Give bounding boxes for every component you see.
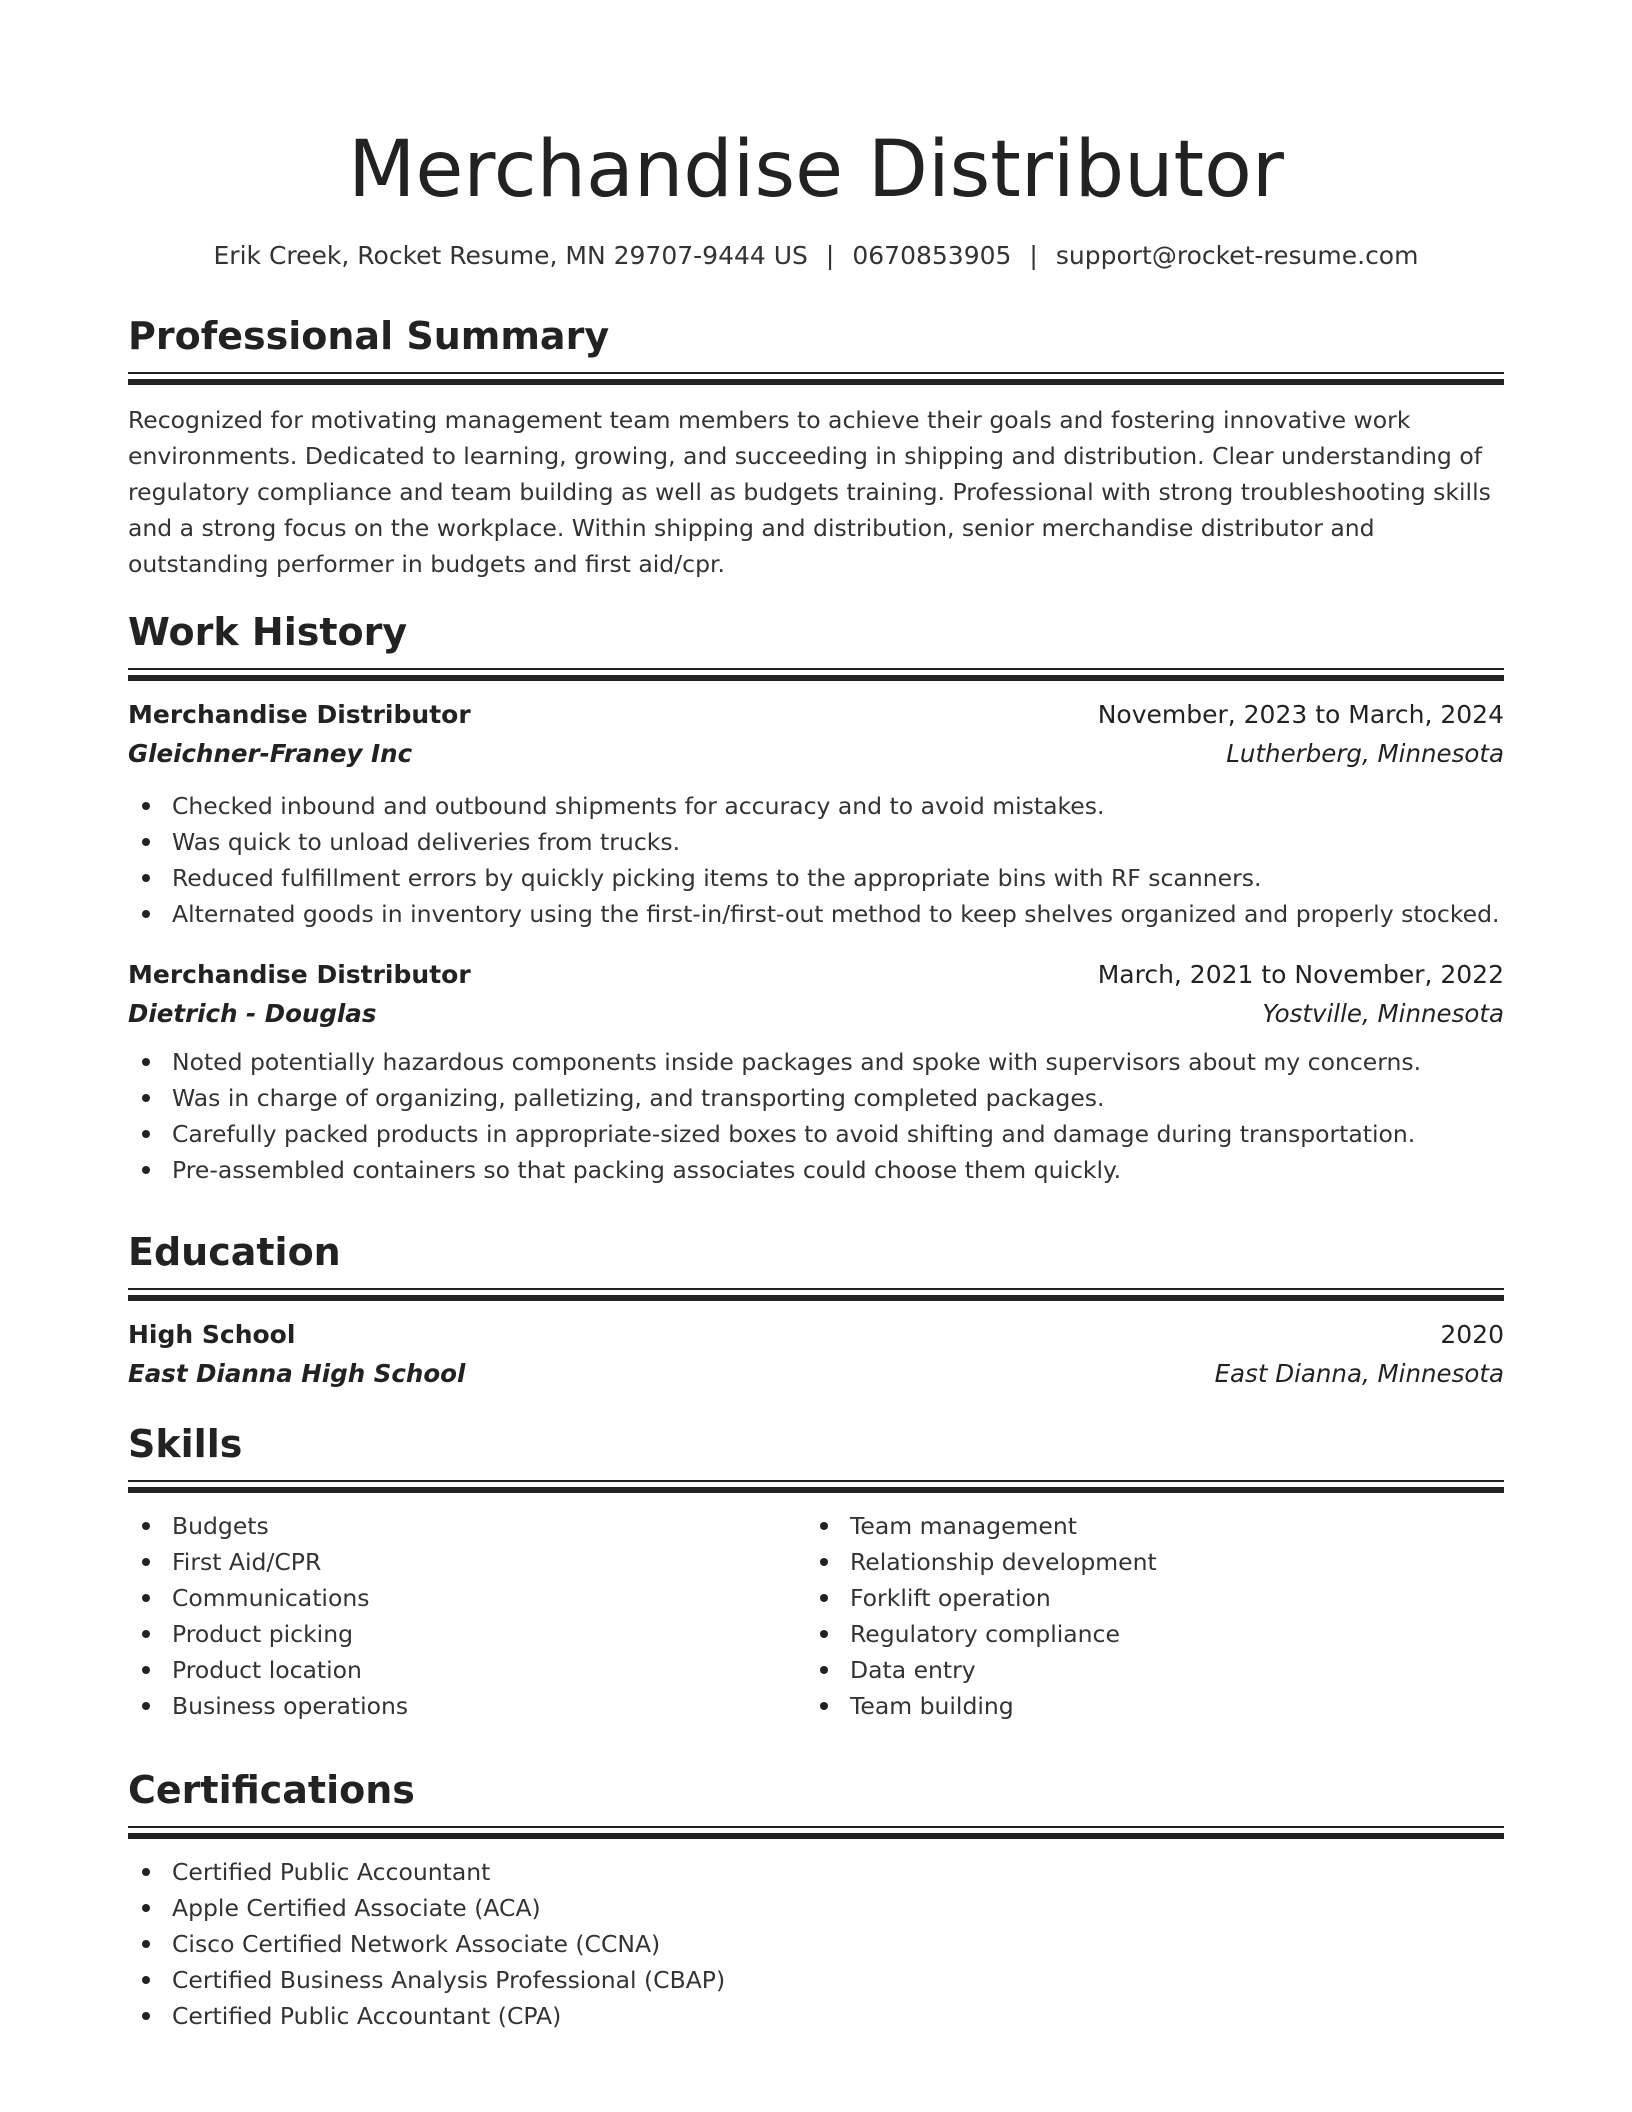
summary-text: Recognized for motivating management team members to achieve their goals and fostering innovative work environments. Dedicated to learning, growing, and succeeding in shipping and distribution. Clear understanding of regulatory compliance and team building as well as budgets training. Professional with strong troubleshooting skills and a strong focus on the workplace. Within shipping and distribution, senior merchandise distributor and outstanding performer in budgets and first aid/cpr. — [128, 406, 1491, 578]
job-duties — [128, 788, 1504, 932]
job-entry — [128, 696, 1504, 932]
job-location: Lutherberg, Minnesota — [1226, 739, 1504, 768]
resume-name: Merchandise Distributor — [348, 125, 1284, 215]
duty-item: Noted potentially hazardous components inside packages and spoke with supervisors about my concerns. — [128, 1044, 1504, 1080]
job-duties — [128, 1044, 1504, 1188]
duty-item: Pre-assembled containers so that packing associates could choose them quickly. — [128, 1152, 1504, 1188]
skills-section — [128, 1418, 1504, 1724]
section-divider — [128, 372, 1504, 388]
skill-item: Communications — [128, 1580, 806, 1616]
contact-phone: 0670853905 — [852, 241, 1012, 270]
skill-item: Budgets — [128, 1508, 806, 1544]
contact-line — [128, 236, 1504, 276]
skills-column-left — [128, 1508, 806, 1724]
contact-separator: | — [825, 241, 835, 270]
education-section — [128, 1226, 1504, 1394]
skill-item: Team building — [806, 1688, 1484, 1724]
duty-item: Carefully packed products in appropriate-sized boxes to avoid shifting and damage during transportation. — [128, 1116, 1504, 1152]
job-entry — [128, 956, 1504, 1188]
contact-email: support@rocket-resume.com — [1055, 241, 1419, 270]
skill-item: Forklift operation — [806, 1580, 1484, 1616]
employer-name: Gleichner-Franey Inc — [128, 739, 413, 768]
duty-item: Checked inbound and outbound shipments for accuracy and to avoid mistakes. — [128, 788, 1504, 824]
work-history-heading: Work History — [128, 610, 408, 654]
duty-item: Alternated goods in inventory using the first-in/first-out method to keep shelves organized and properly stocked. — [128, 896, 1504, 932]
certification-item: Certified Public Accountant — [128, 1854, 1504, 1890]
school-location: East Dianna, Minnesota — [1214, 1359, 1504, 1388]
employer-name: Dietrich - Douglas — [128, 999, 377, 1028]
degree: High School — [128, 1320, 296, 1349]
certifications-section — [128, 1764, 1504, 2034]
duty-item: Reduced fulfillment errors by quickly picking items to the appropriate bins with RF scanners. — [128, 860, 1504, 896]
skills-heading: Skills — [128, 1422, 243, 1466]
skill-item: Team management — [806, 1508, 1484, 1544]
certification-item: Cisco Certified Network Associate (CCNA) — [128, 1926, 1504, 1962]
certification-item: Certified Business Analysis Professional (CBAP) — [128, 1962, 1504, 1998]
duty-item: Was quick to unload deliveries from trucks. — [128, 824, 1504, 860]
duty-item: Was in charge of organizing, palletizing, and transporting completed packages. — [128, 1080, 1504, 1116]
section-divider — [128, 1826, 1504, 1842]
certifications-heading: Certifications — [128, 1768, 415, 1812]
section-divider — [128, 1288, 1504, 1304]
job-title: Merchandise Distributor — [128, 700, 471, 729]
education-heading: Education — [128, 1230, 341, 1274]
skill-item: Data entry — [806, 1652, 1484, 1688]
job-title: Merchandise Distributor — [128, 960, 471, 989]
graduation-year: 2020 — [1440, 1320, 1504, 1349]
work-history-section — [128, 606, 1504, 1188]
skill-item: Regulatory compliance — [806, 1616, 1484, 1652]
skill-item: First Aid/CPR — [128, 1544, 806, 1580]
certification-item: Apple Certified Associate (ACA) — [128, 1890, 1504, 1926]
skill-item: Relationship development — [806, 1544, 1484, 1580]
section-divider — [128, 668, 1504, 684]
school-name: East Dianna High School — [128, 1359, 466, 1388]
certification-item: Certified Public Accountant (CPA) — [128, 1998, 1504, 2034]
contact-address: Erik Creek, Rocket Resume, MN 29707-9444 US — [213, 241, 808, 270]
summary-section — [128, 310, 1504, 582]
contact-separator: | — [1029, 241, 1038, 270]
skills-grid — [128, 1508, 1504, 1724]
job-dates: November, 2023 to March, 2024 — [1097, 700, 1504, 729]
skill-item: Product location — [128, 1652, 806, 1688]
section-divider — [128, 1480, 1504, 1496]
skill-item: Product picking — [128, 1616, 806, 1652]
job-location: Yostville, Minnesota — [1262, 999, 1504, 1028]
summary-heading: Professional Summary — [128, 314, 610, 358]
skills-column-right — [806, 1508, 1484, 1724]
job-dates: March, 2021 to November, 2022 — [1097, 960, 1504, 989]
education-entry — [128, 1316, 1504, 1394]
certifications-list — [128, 1854, 1504, 2034]
skill-item: Business operations — [128, 1688, 806, 1724]
